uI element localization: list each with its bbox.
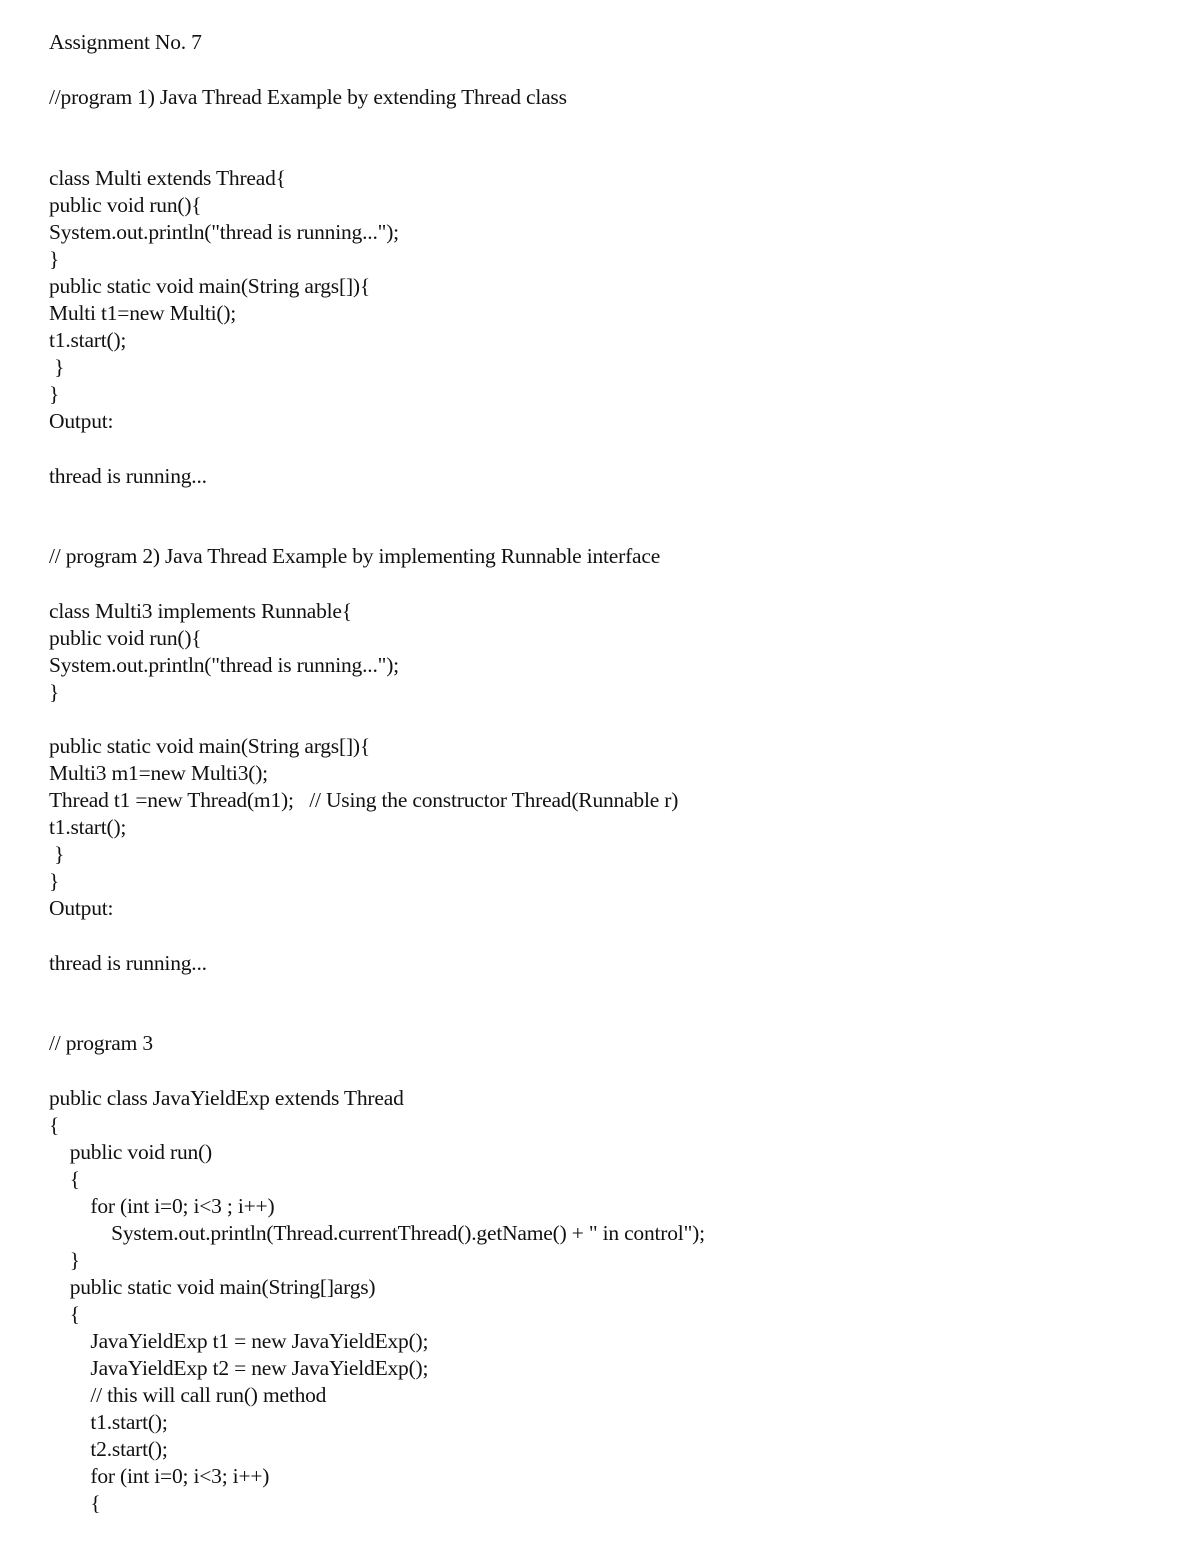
code-line: { — [49, 1491, 101, 1515]
code-line: public static void main(String args[]){ — [49, 274, 370, 298]
code-line: System.out.println(Thread.currentThread().getName() + " in control"); — [49, 1221, 705, 1245]
code-line: JavaYieldExp t1 = new JavaYieldExp(); — [49, 1329, 429, 1353]
code-line: t1.start(); — [49, 328, 127, 352]
code-line: class Multi extends Thread{ — [49, 166, 286, 190]
code-line: public void run(){ — [49, 193, 202, 217]
code-line: Thread t1 =new Thread(m1); // Using the constructor Thread(Runnable r) — [49, 788, 679, 812]
code-line: } — [49, 382, 60, 406]
code-line: } — [49, 355, 65, 379]
code-line: Multi t1=new Multi(); — [49, 301, 237, 325]
code-line: for (int i=0; i<3 ; i++) — [49, 1194, 275, 1218]
code-line: { — [49, 1113, 60, 1137]
code-line: // this will call run() method — [49, 1383, 327, 1407]
program1-heading: //program 1) Java Thread Example by extending Thread class — [49, 85, 567, 109]
code-line: JavaYieldExp t2 = new JavaYieldExp(); — [49, 1356, 429, 1380]
code-line: System.out.println("thread is running..."); — [49, 220, 399, 244]
code-line: } — [49, 247, 60, 271]
output-text: thread is running... — [49, 464, 207, 488]
code-line: public static void main(String[]args) — [49, 1275, 376, 1299]
code-line: } — [49, 680, 60, 704]
code-line: } — [49, 869, 60, 893]
code-line: System.out.println("thread is running..."); — [49, 653, 399, 677]
program3-heading: // program 3 — [49, 1031, 153, 1055]
code-line: t2.start(); — [49, 1437, 168, 1461]
code-line: public class JavaYieldExp extends Thread — [49, 1086, 404, 1110]
code-line: public void run(){ — [49, 626, 202, 650]
code-line: class Multi3 implements Runnable{ — [49, 599, 352, 623]
assignment-title: Assignment No. 7 — [49, 30, 202, 54]
output-label: Output: — [49, 409, 114, 433]
code-line: Multi3 m1=new Multi3(); — [49, 761, 268, 785]
code-line: { — [49, 1167, 80, 1191]
code-line: t1.start(); — [49, 1410, 168, 1434]
output-text: thread is running... — [49, 951, 207, 975]
code-line: } — [49, 1248, 80, 1272]
program2-heading: // program 2) Java Thread Example by implementing Runnable interface — [49, 544, 661, 568]
output-label: Output: — [49, 896, 114, 920]
code-line: t1.start(); — [49, 815, 127, 839]
code-line: for (int i=0; i<3; i++) — [49, 1464, 270, 1488]
code-line: } — [49, 842, 65, 866]
code-line: public void run() — [49, 1140, 212, 1164]
code-line: public static void main(String args[]){ — [49, 734, 370, 758]
code-line: { — [49, 1302, 80, 1326]
